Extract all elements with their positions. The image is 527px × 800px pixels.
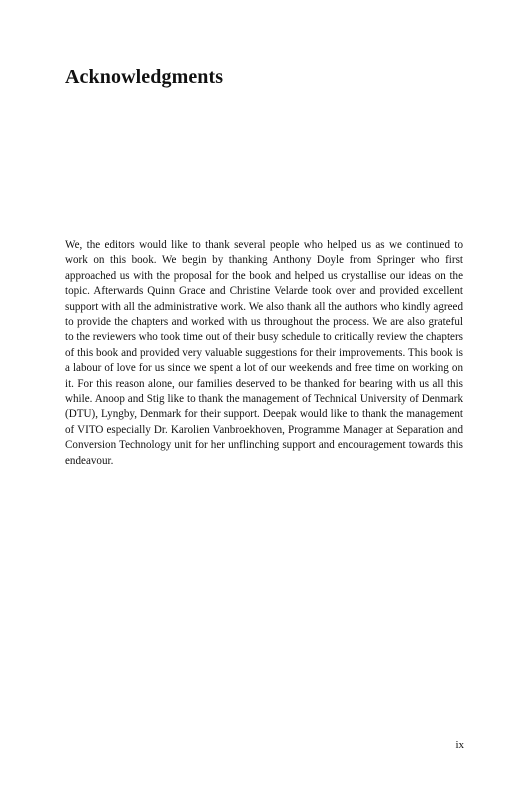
acknowledgments-paragraph: We, the editors would like to thank several people who helped us as we continued to work on this book. We begin by thanking Anthony Doyle from Springer who first approached us with the proposal for the book and helped us crystallise our ideas on the topic. Afterwards Quinn Grace and Christine Velarde took over and provided excellent support with all the administrative work. We also thank all the authors who kindly agreed to provide the chapters and worked with us throughout the process. We are also grateful to the reviewers who took time out of their busy schedule to critically review the chapters of this book and provided very valuable suggestions for their improvements. This book is a labour of love for us since we spent a lot of our weekends and free time on working on it. For this reason alone, our families deserved to be thanked for bearing with us all this while. Anoop and Stig like to thank the management of Technical University of Denmark (DTU), Lyngby, Denmark for their support. Deepak would like to thank the management of VITO especially Dr. Karolien Vanbroekhoven, Programme Manager at Separation and Conversion Technology unit for her unflinching support and encouragement towards this endeavour.	[65, 239, 463, 467]
page-title: Acknowledgments	[65, 66, 224, 88]
page-number: ix	[455, 739, 464, 751]
